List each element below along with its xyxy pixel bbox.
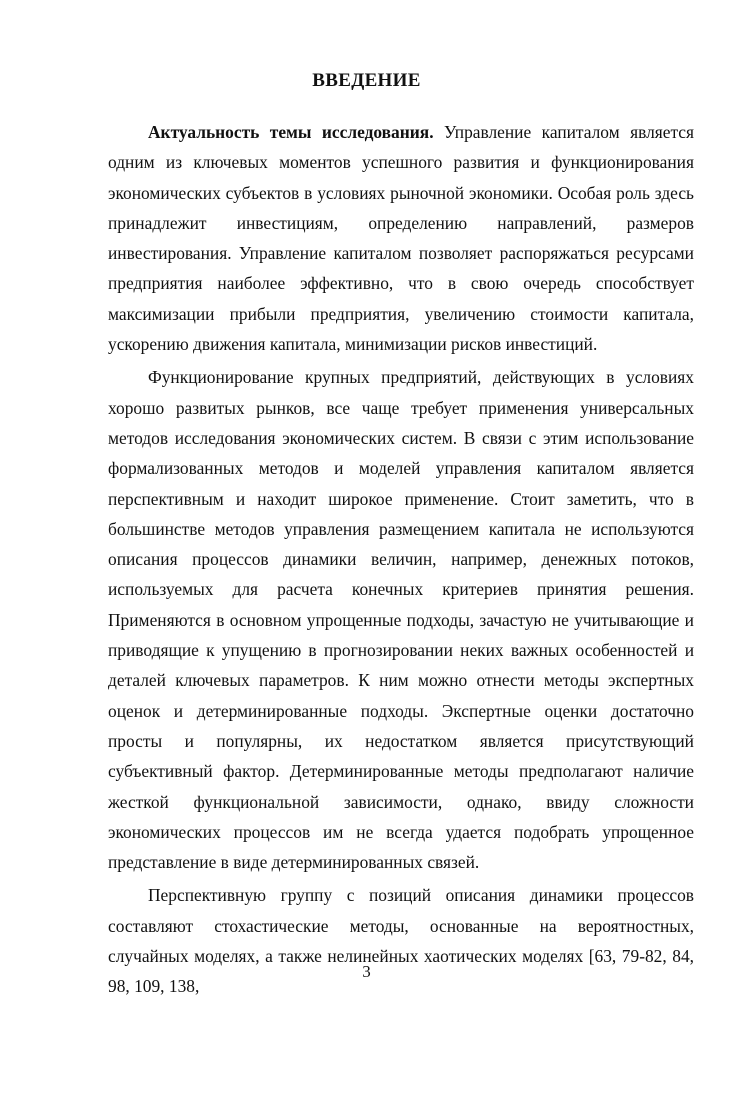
page-number: 3 bbox=[362, 962, 371, 981]
paragraph-stochastic: Перспективную группу с позиций описания динамики процессов составляют стохастические методы, основанные на вероятностных, случайных моделях, а также нелинейных хаотических моделях [63, 79-82, 84, 98, 109, 138, bbox=[108, 885, 694, 997]
paragraph-methods: Функционирование крупных предприятий, действующих в условиях хорошо развитых рынков, все чаще требует применения универсальных методов исследования экономических систем. В связи с этим использование формализованных методов и моделей управления капиталом является перспективным и находит широкое применение. Стоит заметить, что в большинстве методов управления размещением капитала не используются описания процессов динамики величин, например, денежных потоков, используемых для расчета конечных критериев принятия решения. Применяются в основном упрощенные подходы, зачастую не учитывающие и приводящие к упущению в прогнозировании неких важных особенностей и деталей ключевых параметров. К ним можно отнести методы экспертных оценок и детерминированные подходы. Экспертные оценки достаточно просты и популярны, их недостатком является присутствующий субъективный фактор. Детерминированные методы предполагают наличие жесткой функциональной зависимости, однако, ввиду сложности экономических процессов им не всегда удается подобрать упрощенное представление в виде детерминированных связей. bbox=[108, 367, 694, 873]
paragraph-lead: Актуальность темы исследования. bbox=[148, 122, 434, 142]
body-text bbox=[108, 117, 694, 1002]
paragraph-text: Управление капиталом является одним из ключевых моментов успешного развития и функционирования экономических субъектов в условиях рыночной экономики. Особая роль здесь принадлежит инвестициям, определению направлений, размеров инвестирования. Управление капиталом позволяет распоряжаться ресурсами предприятия наиболее эффективно, что в свою очередь способствует максимизации прибыли предприятия, увеличению стоимости капитала, ускорению движения капитала, минимизации рисков инвестиций. bbox=[108, 122, 695, 355]
paragraph-relevance bbox=[108, 117, 694, 359]
section-heading: ВВЕДЕНИЕ bbox=[312, 70, 421, 91]
